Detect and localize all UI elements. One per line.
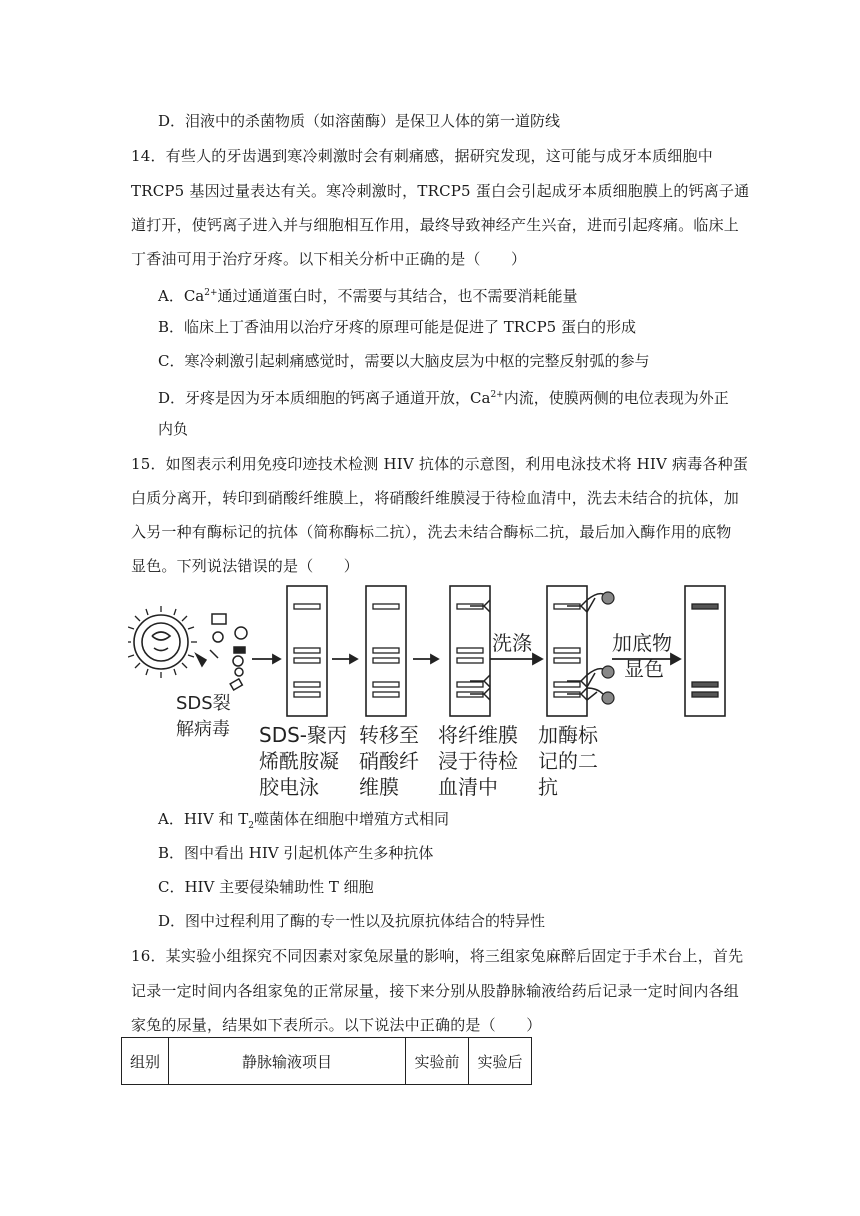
q14-stem-line3: 道打开，使钙离子进入并与细胞相互作用，最终导致神经产生兴奋，进而引起疼痛。临床上 [131, 216, 740, 234]
table-header-infusion: 静脉输液项目 [169, 1038, 406, 1085]
label-step2-1: 转移至 [359, 723, 419, 747]
label-step3-3: 血清中 [438, 775, 498, 799]
phage-subscript: 2 [248, 821, 254, 831]
q15-option-a-pre: A．HIV 和 T [158, 810, 249, 828]
q15-option-a [158, 808, 449, 837]
q14-option-b: B．临床上丁香油用以治疗牙疼的原理可能是促进了 TRCP5 蛋白的形成 [158, 318, 636, 336]
q15-stem-line3: 入另一种有酶标记的抗体（简称酶标二抗），洗去未结合酶标二抗，最后加入酶作用的底物 [131, 523, 732, 541]
q15-option-b: B．图中看出 HIV 引起机体产生多种抗体 [158, 844, 434, 862]
q14-option-a-post: 通过通道蛋白时，不需要与其结合，也不需要消耗能量 [217, 287, 578, 305]
q15-option-c: C．HIV 主要侵染辅助性 T 细胞 [158, 878, 374, 896]
q16-stem-line1: 16．某实验小组探究不同因素对家兔尿量的影响，将三组家兔麻醉后固定于手术台上，首先 [131, 947, 744, 965]
q14-stem-line1: 14．有些人的牙齿遇到寒冷刺激时会有刺痛感，据研究发现，这可能与成牙本质细胞中 [131, 147, 713, 165]
label-step1-1: SDS-聚丙 [259, 723, 348, 747]
q15-stem-line4: 显色。下列说法错误的是（ ） [131, 557, 360, 575]
q16-stem-line2: 记录一定时间内各组家兔的正常尿量，接下来分别从股静脉输液给药后记录一定时间内各组 [131, 982, 740, 1000]
q14-option-a-pre: A．Ca [158, 287, 205, 305]
label-sds-1: SDS裂 [176, 693, 231, 714]
label-step2-2: 硝酸纤 [359, 749, 419, 773]
label-step3-2: 浸于待检 [438, 749, 518, 773]
label-step1-2: 烯酰胺凝 [259, 749, 339, 773]
label-substrate-2: 显色 [624, 657, 664, 681]
q14-option-d-cont: 内负 [158, 420, 189, 438]
q14-option-c: C．寒冷刺激引起刺痛感觉时，需要以大脑皮层为中枢的完整反射弧的参与 [158, 352, 650, 370]
table-header-row [122, 1038, 532, 1085]
label-substrate-1: 加底物 [612, 631, 672, 655]
q14-stem-line2: TRCP5 基因过量表达有关。寒冷刺激时，TRCP5 蛋白会引起成牙本质细胞膜上的钙离子通 [131, 182, 750, 200]
calcium-charge: 2+ [490, 390, 504, 400]
table-header-group: 组别 [122, 1038, 169, 1085]
label-step2-3: 维膜 [359, 775, 399, 799]
q14-option-d [158, 384, 729, 409]
label-step3-1: 将纤维膜 [438, 723, 518, 747]
protein-fragments [196, 614, 247, 690]
q14-stem-line4: 丁香油可用于治疗牙疼。以下相关分析中正确的是（ ） [131, 250, 527, 268]
label-wash: 洗涤 [492, 631, 532, 655]
label-step1-3: 胶电泳 [259, 775, 319, 799]
table-header-before: 实验前 [406, 1038, 469, 1085]
q13-option-d: D．泪液中的杀菌物质（如溶菌酶）是保卫人体的第一道防线 [158, 112, 561, 130]
label-step4-3: 抗 [538, 775, 558, 799]
label-step4-1: 加酶标 [538, 723, 598, 747]
q14-option-d-post: 内流，使膜两侧的电位表现为外正 [503, 389, 729, 407]
q15-option-a-post: 噬菌体在细胞中增殖方式相同 [253, 810, 449, 828]
q15-option-d: D．图中过程利用了酶的专一性以及抗原抗体结合的特异性 [158, 912, 546, 930]
q16-table [121, 1037, 532, 1085]
western-blot-figure [128, 578, 740, 800]
q15-stem-line1: 15．如图表示利用免疫印迹技术检测 HIV 抗体的示意图，利用电泳技术将 HIV 病毒各种蛋 [131, 455, 749, 473]
calcium-charge: 2+ [204, 288, 218, 298]
q15-stem-line2: 白质分离开，转印到硝酸纤维膜上，将硝酸纤维膜浸于待检血清中，洗去未结合的抗体，加 [131, 489, 740, 507]
hiv-virus-icon [128, 606, 197, 678]
label-step4-2: 记的二 [538, 749, 598, 773]
q14-option-d-pre: D．牙疼是因为牙本质细胞的钙离子通道开放，Ca [158, 389, 491, 407]
table-header-after: 实验后 [469, 1038, 532, 1085]
q14-option-a [158, 282, 578, 307]
label-sds-2: 解病毒 [176, 719, 230, 740]
q16-stem-line3: 家兔的尿量，结果如下表所示。以下说法中正确的是（ ） [131, 1016, 542, 1034]
